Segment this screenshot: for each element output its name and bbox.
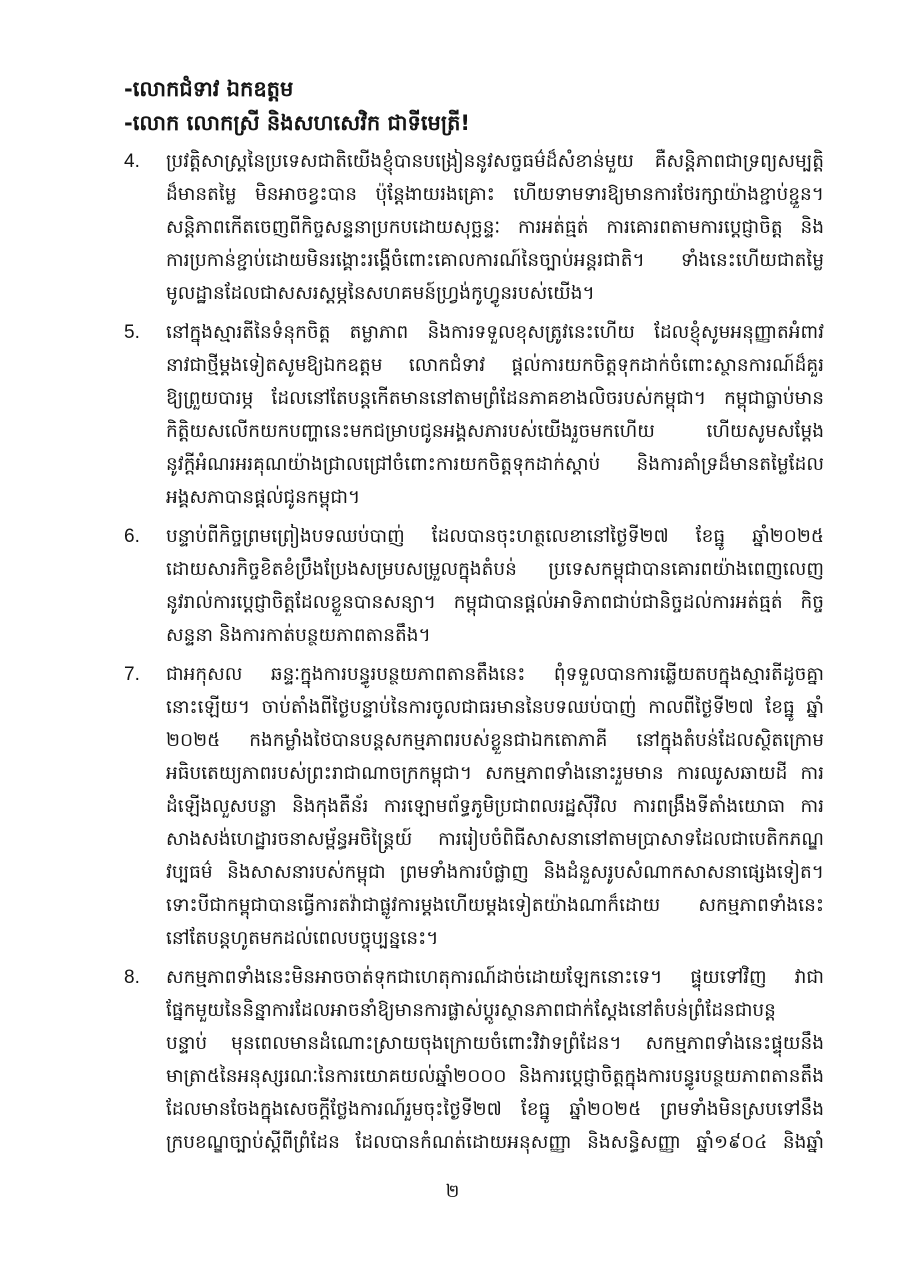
paragraph-line: ការប្រកាន់ខ្ជាប់ដោយមិនរង្គោះរង្គើចំពោះគោលការណ៍នៃច្បាប់អន្តរជាតិ។ ទាំងនេះហើយជាតម្លៃ bbox=[166, 250, 824, 271]
paragraph-line: អធិបតេយ្យភាពរបស់ព្រះរាជាណាចក្រកម្ពុជា។ សកម្មភាពទាំងនោះរួមមាន ការឈូសឆាយដី ការ bbox=[166, 763, 824, 784]
salutation-block bbox=[124, 72, 824, 140]
paragraph-line: ឱ្យព្រួយបារម្ភ ដែលនៅតែបន្តកើតមាននៅតាមព្រំដែនភាគខាងលិចរបស់កម្ពុជា។ កម្ពុជាធ្លាប់មាន bbox=[166, 388, 824, 409]
paragraph-7 bbox=[124, 658, 824, 955]
paragraph-number: 5. bbox=[124, 322, 140, 343]
paragraph-number: 8. bbox=[124, 967, 140, 988]
document-body bbox=[124, 145, 824, 1165]
paragraph-line: ក្របខណ្ឌច្បាប់ស្តីពីព្រំដែន ដែលបានកំណត់ដោយអនុសញ្ញា និងសន្ធិសញ្ញា ឆ្នាំ១៩០៤ និងឆ្នាំ bbox=[166, 1132, 824, 1153]
paragraph-line: ដំឡើងលួសបន្លា និងកុងតឺន័រ ការឡោមព័ទ្ធភូមិប្រជាពលរដ្ឋស៊ីវិល ការពង្រឹងទីតាំងយោធា ការ bbox=[166, 796, 824, 817]
paragraph-line: អង្គសភាបានផ្តល់ជូនកម្ពុជា។ bbox=[166, 487, 361, 508]
page-number: ២ bbox=[445, 1181, 460, 1202]
paragraph-line: នាវជាថ្មីម្តងទៀតសូមឱ្យឯកឧត្តម លោកជំទាវ ផ្តល់ការយកចិត្តទុកដាក់ចំពោះស្ថានការណ៍ដ៏គួរ bbox=[166, 355, 824, 376]
paragraph-line: នោះឡើយ។ ចាប់តាំងពីថ្ងៃបន្ទាប់នៃការចូលជាធរមាននៃបទឈប់បាញ់ កាលពីថ្ងៃទី២៧ ខែធ្នូ ឆ្នាំ bbox=[166, 697, 824, 718]
paragraph-line: បន្ទាប់ មុនពេលមានដំណោះស្រាយចុងក្រោយចំពោះវិវាទព្រំដែន។ សកម្មភាពទាំងនេះផ្ទុយនឹង bbox=[166, 1033, 824, 1054]
paragraph-line: ជាអកុសល ឆន្ទៈក្នុងការបន្ធូរបន្ថយភាពតានតឹងនេះ ពុំទទួលបានការឆ្លើយតបក្នុងស្មារតីដូចគ្នា bbox=[166, 664, 824, 685]
paragraph-line: វប្បធម៌ និងសាសនារបស់កម្ពុជា ព្រមទាំងការបំផ្លាញ និងដំនួសរូបសំណាកសាសនាផ្សេងទៀត។ bbox=[166, 862, 824, 883]
paragraph-line: កិត្តិយសលើកយកបញ្ហានេះមកជម្រាបជូនអង្គសភារបស់យើងរួចមកហើយ ហើយសូមសម្តែង bbox=[166, 421, 824, 442]
paragraph-line: សន្ទនា និងការកាត់បន្ថយភាពតានតឹង។ bbox=[166, 625, 431, 646]
paragraph-line: ដែលមានចែងក្នុងសេចក្តីថ្លែងការណ៍រួមចុះថ្ងៃទី២៧ ខែធ្នូ ឆ្នាំ២០២៥ ព្រមទាំងមិនស្របទៅនឹង bbox=[166, 1099, 824, 1120]
paragraph-4 bbox=[124, 145, 824, 310]
paragraph-number: 7. bbox=[124, 664, 140, 685]
paragraph-line: ផ្នែកមួយនៃនិន្នាការដែលអាចនាំឱ្យមានការផ្លាស់ប្តូរស្ថានភាពជាក់ស្តែងនៅតំបន់ព្រំដែនជាបន្ត bbox=[166, 1000, 776, 1021]
paragraph-line: នៅក្នុងស្មារតីនៃទំនុកចិត្ត តម្លាភាព និងការទទួលខុសត្រូវនេះហើយ ដែលខ្ញុំសូមអនុញ្ញាតអំពាវ bbox=[166, 322, 824, 343]
paragraph-line: សាងសង់ហេដ្ឋារចនាសម្ព័ន្ធអចិន្ត្រៃយ៍ ការរៀបចំពិធីសាសនានៅតាមប្រាសាទដែលជាបេតិកភណ្ឌ bbox=[166, 829, 824, 850]
paragraph-line: នូវរាល់ការប្តេជ្ញាចិត្តដែលខ្លួនបានសន្យា។ កម្ពុជាបានផ្តល់អាទិភាពជាប់ជានិច្ចដល់ការអត់ធ្មត់ កិច្ច bbox=[166, 592, 824, 613]
paragraph-number: 4. bbox=[124, 151, 140, 172]
paragraph-line: ដ៏មានតម្លៃ មិនអាចខ្វះបាន ប៉ុន្តែងាយរងគ្រោះ ហើយទាមទារឱ្យមានការថែរក្សាយ៉ាងខ្ជាប់ខ្ជួន។ bbox=[166, 184, 824, 205]
paragraph-line: មូលដ្ឋានដែលជាសសរស្តម្ភនៃសហគមន៍ហ្វ្រង់កូហ្វូនរបស់យើង។ bbox=[166, 283, 595, 304]
paragraph-5 bbox=[124, 316, 824, 514]
paragraph-line: បន្ទាប់ពីកិច្ចព្រមព្រៀងបទឈប់បាញ់ ដែលបានចុះហត្ថលេខានៅថ្ងៃទី២៧ ខែធ្នូ ឆ្នាំ២០២៥ bbox=[166, 526, 824, 547]
paragraph-6 bbox=[124, 520, 824, 652]
salutation-line-1: -លោកជំទាវ ឯកឧត្តម bbox=[124, 77, 294, 101]
paragraph-line: សន្តិភាពកើតចេញពីកិច្ចសន្ទនាប្រកបដោយសុច្ឆន្ទៈ ការអត់ធ្មត់ ការគោរពតាមការប្តេជ្ញាចិត្ត និង bbox=[166, 217, 824, 238]
paragraph-line: ទោះបីជាកម្ពុជាបានធ្វើការតវ៉ាជាផ្លូវការម្តងហើយម្តងទៀតយ៉ាងណាក៏ដោយ សកម្មភាពទាំងនេះ bbox=[166, 895, 824, 916]
paragraph-line: ដោយសារកិច្ចខិតខំប្រឹងប្រែងសម្របសម្រួលក្នុងតំបន់ ប្រទេសកម្ពុជាបានគោរពយ៉ាងពេញលេញ bbox=[166, 559, 824, 580]
paragraph-line: ២០២៥ កងកម្លាំងថៃបានបន្តសកម្មភាពរបស់ខ្លួនជាឯកតោភាគី នៅក្នុងតំបន់ដែលស្ថិតក្រោម bbox=[166, 730, 824, 751]
salutation-line-2: -លោក លោកស្រី និងសហសេវិក ជាទីមេត្រី! bbox=[124, 111, 470, 135]
paragraph-line: សកម្មភាពទាំងនេះមិនអាចចាត់ទុកជាហេតុការណ៍ដាច់ដោយឡែកនោះទេ។ ផ្ទុយទៅវិញ វាជា bbox=[166, 967, 824, 988]
paragraph-line: នៅតែបន្តហូតមកដល់ពេលបច្ចុប្បន្ននេះ។ bbox=[166, 928, 439, 949]
paragraph-8 bbox=[124, 961, 824, 1159]
paragraph-line: ប្រវត្តិសាស្ត្រនៃប្រទេសជាតិយើងខ្ញុំបានបង្រៀននូវសច្ចធម៌ដ៏សំខាន់មួយ គឺសន្តិភាពជាទ្រព្យសម្បត្តិ bbox=[166, 151, 824, 172]
paragraph-line: មាត្រា៥នៃអនុស្សរណៈនៃការយោគយល់ឆ្នាំ២០០០ និងការប្តេជ្ញាចិត្តក្នុងការបន្ធូរបន្ថយភាពតានតឹង bbox=[166, 1066, 824, 1087]
paragraph-line: នូវក្តីអំណរអរគុណយ៉ាងជ្រាលជ្រៅចំពោះការយកចិត្តទុកដាក់ស្តាប់ និងការគាំទ្រដ៏មានតម្លៃដែល bbox=[166, 454, 824, 475]
paragraph-number: 6. bbox=[124, 526, 140, 547]
